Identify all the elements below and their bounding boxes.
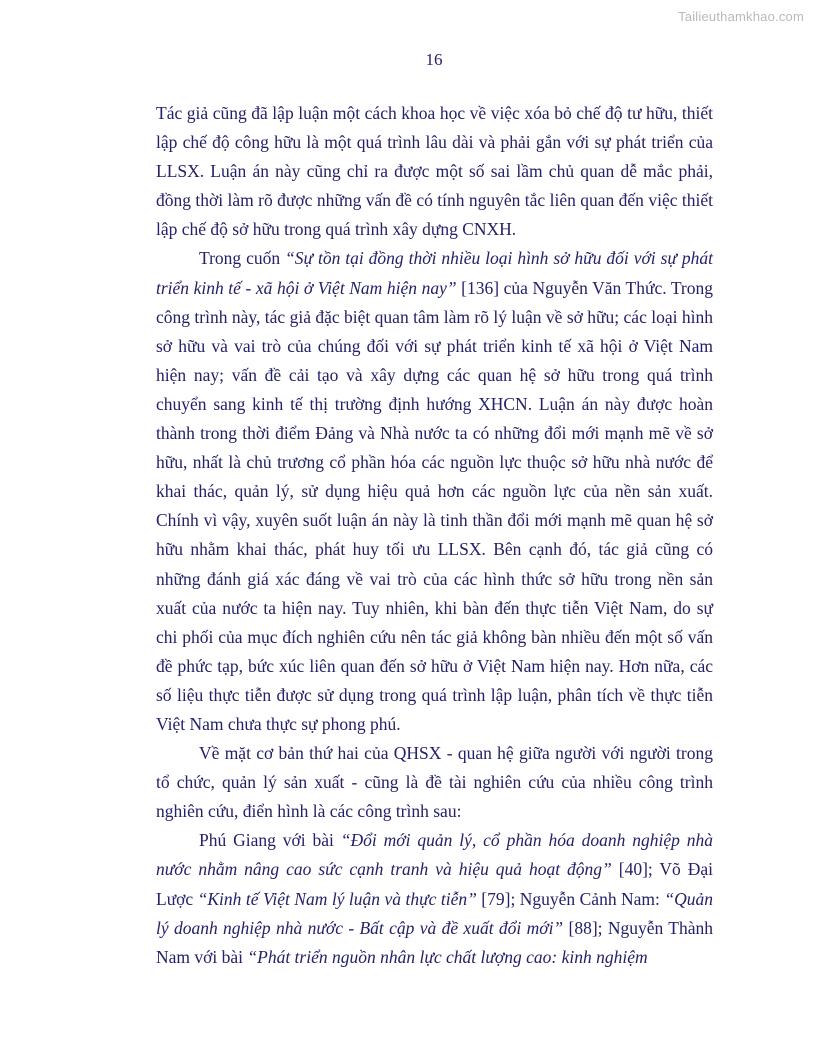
text-segment: Về mặt cơ bản thứ hai của QHSX - quan hệ giữa người với người trong tổ chức, quản lý sản xuất - cũng là đề tài nghiên cứu của nhiều công trình nghiên cứu, điển hình là các công trình sau: [156,743,713,822]
paragraph [156,244,713,739]
text-segment: Tác giả cũng đã lập luận một cách khoa học về việc xóa bỏ chế độ tư hữu, thiết lập chế độ công hữu là một quá trình lâu dài và phải gắn với sự phát triển của LLSX. Luận án này cũng chỉ ra được một số sai lầm chủ quan dễ mắc phải, đồng thời làm rõ được những vấn đề có tính nguyên tắc liên quan đến việc thiết lập chế độ sở hữu trong quá trình xây dựng CNXH. [156,103,713,240]
italic-text-segment: “Kinh tế Việt Nam lý luận và thực tiễn” [197,888,477,909]
paragraph [156,99,713,244]
text-segment: [88]; Nguyễn Thành Nam với bài [156,917,713,967]
italic-text-segment: “Quản lý doanh nghiệp nhà nước - Bất cập và đề xuất đổi mới” [156,888,713,938]
watermark-text: Tailieuthamkhao.com [678,9,804,24]
paragraph [156,739,713,826]
text-segment: Phú Giang với bài [199,830,341,851]
italic-text-segment: “Đổi mới quản lý, cổ phần hóa doanh nghiệp nhà nước nhằm nâng cao sức cạnh tranh và hiệu quả hoạt động” [156,830,713,880]
document-body [156,99,713,972]
italic-text-segment: “Phát triển nguồn nhân lực chất lượng cao: kinh nghiệm [247,946,648,967]
text-segment: Trong cuốn [199,248,286,269]
text-segment: [136] của Nguyễn Văn Thức. Trong công trình này, tác giả đặc biệt quan tâm làm rõ lý luận về sở hữu; các loại hình sở hữu và vai trò của chúng đối với sự phát triển kinh tế xã hội ở Việt Nam hiện nay; vấn đề cải tạo và xây dựng các quan hệ sở hữu trong quá trình chuyển sang kinh tế thị trường định hướng XHCN. Luận án này được hoàn thành trong thời điểm Đảng và Nhà nước ta có những đổi mới mạnh mẽ về sở hữu, nhất là chủ trương cổ phần hóa các nguồn lực thuộc sở hữu nhà nước để khai thác, quản lý, sử dụng hiệu quả hơn các nguồn lực của nền sản xuất. Chính vì vậy, xuyên suốt luận án này là tinh thần đổi mới mạnh mẽ quan hệ sở hữu nhằm khai thác, phát huy tối ưu LLSX. Bên cạnh đó, tác giả cũng có những đánh giá xác đáng về vai trò của các hình thức sở hữu trong nền sản xuất của nước ta hiện nay. Tuy nhiên, khi bàn đến thực tiễn Việt Nam, do sự chi phối của mục đích nghiên cứu nên tác giả không bàn nhiều đến một số vấn đề phức tạp, bức xúc liên quan đến sở hữu ở Việt Nam hiện nay. Hơn nữa, các số liệu thực tiễn được sử dụng trong quá trình lập luận, phân tích về thực tiễn Việt Nam chưa thực sự phong phú. [156,277,713,734]
page-number: 16 [425,50,443,69]
text-segment: [79]; Nguyễn Cảnh Nam: [476,888,665,909]
italic-text-segment: “Sự tồn tại đồng thời nhiều loại hình sở hữu đối với sự phát triển kinh tế - xã hội ở Việt Nam hiện nay” [156,248,713,298]
paragraph [156,826,713,971]
text-segment: [40]; Võ Đại Lược [156,859,713,909]
